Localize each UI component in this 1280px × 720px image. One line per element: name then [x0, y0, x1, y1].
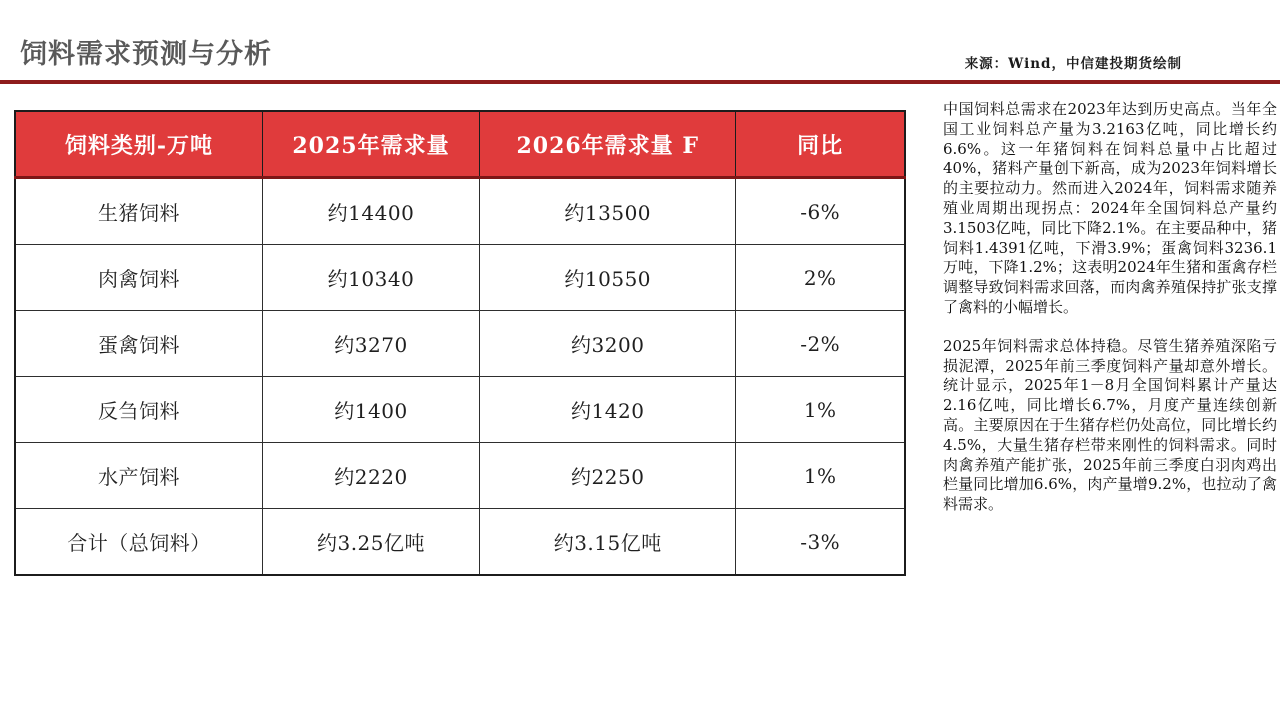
analysis-text-block — [943, 100, 1277, 515]
table-cell-yoy: -3% — [736, 509, 905, 576]
table-cell-category: 蛋禽饲料 — [15, 311, 262, 377]
column-header-category: 饲料类别-万吨 — [15, 111, 262, 178]
table-cell-category: 反刍饲料 — [15, 377, 262, 443]
table-cell-yoy: 1% — [736, 443, 905, 509]
table-row — [15, 443, 905, 509]
table-cell-yoy: 1% — [736, 377, 905, 443]
page-title: 饲料需求预测与分析 — [20, 39, 272, 70]
table-row — [15, 245, 905, 311]
table-header-row — [15, 111, 905, 178]
table-cell-2026: 约10550 — [480, 245, 736, 311]
table-cell-2025: 约2220 — [262, 443, 479, 509]
column-header-2026-demand: 2026年需求量 F — [480, 111, 736, 178]
analysis-paragraph-2: 2025年饲料需求总体持稳。尽管生猪养殖深陷亏损泥潭，2025年前三季度饲料产量却意外增长。统计显示，2025年1－8月全国饲料累计产量达2.16亿吨，同比增长6.7%，月度产量连续创新高。主要原因在于生猪存栏仍处高位，同比增长约4.5%，大量生猪存栏带来刚性的饲料需求。同时肉禽养殖产能扩张，2025年前三季度白羽肉鸡出栏量同比增加6.6%，肉产量增9.2%，也拉动了禽料需求。 — [943, 336, 1277, 514]
table-cell-2026: 约3200 — [480, 311, 736, 377]
table-row — [15, 377, 905, 443]
title-underline-divider — [0, 80, 1280, 84]
table-cell-2025: 约14400 — [262, 178, 479, 245]
table-cell-yoy: -2% — [736, 311, 905, 377]
analysis-paragraph-1: 中国饲料总需求在2023年达到历史高点。当年全国工业饲料总产量为3.2163亿吨，同比增长约6.6%。这一年猪饲料在饲料总量中占比超过40%，猪料产量创下新高，成为2023年饲料增长的主要拉动力。然而进入2024年，饲料需求随养殖业周期出现拐点：2024年全国饲料总产量约3.1503亿吨，同比下降2.1%。在主要品种中，猪饲料1.4391亿吨，下滑3.9%；蛋禽饲料3236.1万吨，下降1.2%；这表明2024年生猪和蛋禽存栏调整导致饲料需求回落，而肉禽养殖保持扩张支撑了禽料的小幅增长。 — [943, 100, 1277, 316]
table-cell-2026: 约13500 — [480, 178, 736, 245]
table-cell-yoy: 2% — [736, 245, 905, 311]
table-cell-2026: 约2250 — [480, 443, 736, 509]
table-cell-2026: 约3.15亿吨 — [480, 509, 736, 576]
column-header-yoy: 同比 — [736, 111, 905, 178]
table-cell-category: 合计（总饲料） — [15, 509, 262, 576]
table-cell-2026: 约1420 — [480, 377, 736, 443]
column-header-2025-demand: 2025年需求量 — [262, 111, 479, 178]
table-row — [15, 178, 905, 245]
table-row-total — [15, 509, 905, 576]
table-cell-category: 肉禽饲料 — [15, 245, 262, 311]
table-cell-2025: 约1400 — [262, 377, 479, 443]
source-attribution: 来源：Wind，中信建投期货绘制 — [964, 56, 1182, 72]
table-cell-2025: 约3270 — [262, 311, 479, 377]
table-cell-yoy: -6% — [736, 178, 905, 245]
table-row — [15, 311, 905, 377]
feed-demand-table — [14, 110, 906, 576]
table-cell-2025: 约10340 — [262, 245, 479, 311]
table-cell-category: 生猪饲料 — [15, 178, 262, 245]
table-cell-2025: 约3.25亿吨 — [262, 509, 479, 576]
table-cell-category: 水产饲料 — [15, 443, 262, 509]
